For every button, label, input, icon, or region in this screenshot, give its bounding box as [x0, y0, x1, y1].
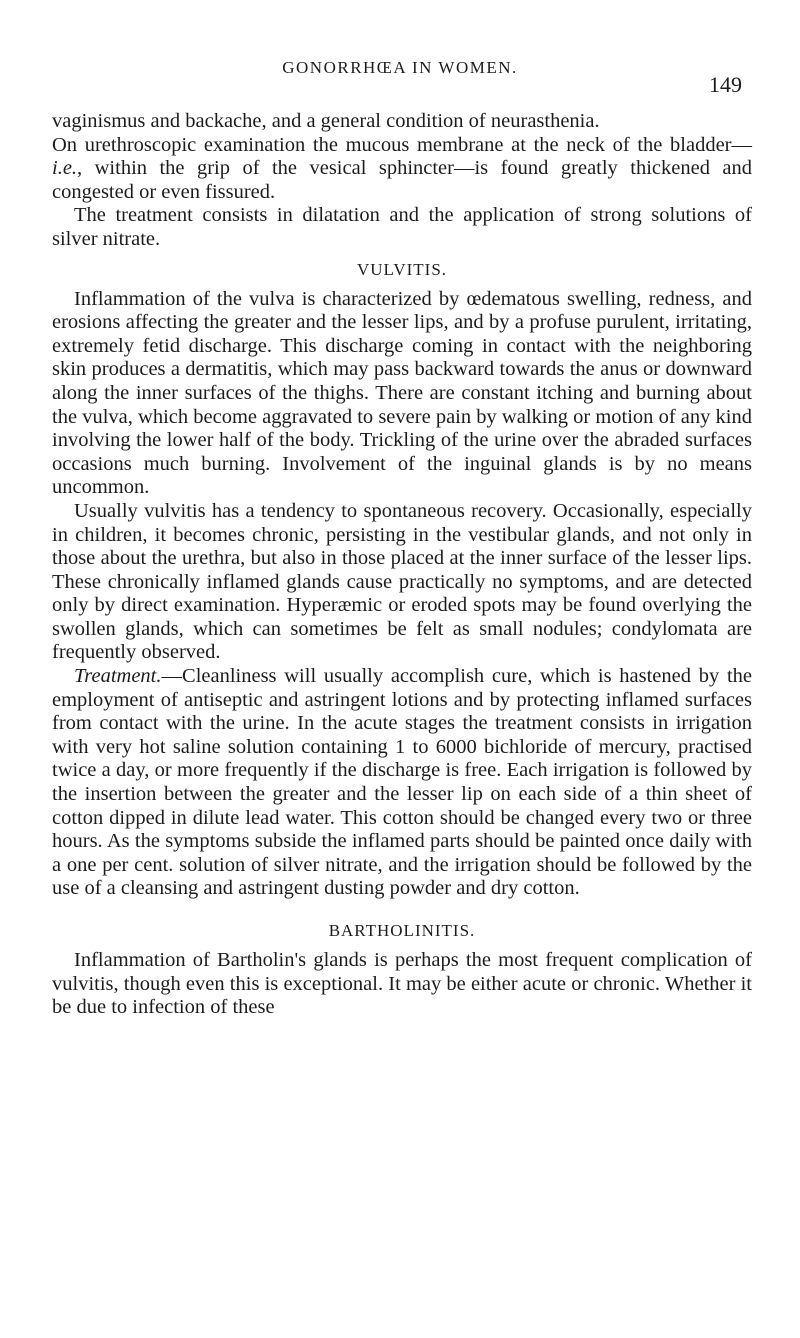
- text-run: —Cleanliness will usually accomplish cure, which is hastened by the employment of antiseptic and astringent lotions and by protecting inflamed surfaces from contact with the urine. In the acute stages the treatment consists in irrigation with very hot saline solution containing 1 to 6000 bichloride of mercury, practised twice a day, or more frequently if the discharge is free. Each irrigation is followed by the insertion between the greater and the lesser lip on each side of a thin sheet of cotton dipped in dilute lead water. This cotton should be changed every two or three hours. As the symptoms subside the inflamed parts should be painted once daily with a one per cent. solution of silver nitrate, and the irrigation should be followed by the use of a cleansing and astringent dusting powder and dry cotton.: [52, 665, 752, 900]
- paragraph-vulvitis-course: Usually vulvitis has a tendency to spontaneous recovery. Occasionally, especially in children, it becomes chronic, persisting in the vestibular glands, and not only in those about the urethra, but also in those placed at the inner surface of the lesser lips. These chronically inflamed glands cause practically no symptoms, and are detected only by direct examination. Hyperæmic or eroded spots may be found overlying the swollen glands, which can sometimes be felt as small nodules; condylomata are frequently observed.: [52, 499, 752, 664]
- ie-abbreviation: i.e.: [52, 157, 78, 180]
- section-heading-bartholinitis: BARTHOLINITIS.: [328, 921, 476, 940]
- paragraph-treatment-dilatation: The treatment consists in dilatation and the application of strong solutions of silver nitrate.: [52, 204, 752, 250]
- page-header: [58, 56, 742, 100]
- paragraph-vulvitis-description: Inflammation of the vulva is characterized by œdematous swelling, redness, and erosions affecting the greater and the lesser lips, and by a profuse purulent, irritating, extremely fetid discharge. This discharge coming in contact with the neighboring skin produces a dermatitis, which may pass backward towards the anus or downward along the inner surfaces of the thighs. There are constant itching and burning about the vulva, which become aggravated to severe pain by walking or motion of any kind involving the lower half of the body. Trickling of the urine over the abraded surfaces occasions much burning. Involvement of the inguinal glands is by no means uncommon.: [52, 287, 752, 499]
- body-text: [52, 110, 752, 1020]
- paragraph-vulvitis-treatment: [52, 665, 752, 901]
- running-title: GONORRHŒA IN WOMEN.: [282, 58, 518, 77]
- text-run: On urethroscopic examination the mucous membrane at the neck of the bladder—: [52, 133, 752, 156]
- paragraph-urethroscopic: [52, 134, 752, 205]
- paragraph-bartholinitis: Inflammation of Bartholin's glands is perhaps the most frequent complication of vulvitis, though even this is exceptional. It may be either acute or chronic. Whether it be due to infection of these: [52, 949, 752, 1019]
- treatment-lead: Treatment.: [74, 665, 162, 688]
- section-heading-vulvitis: VULVITIS.: [356, 259, 448, 279]
- text-run: , within the grip of the vesical sphincter—is found greatly thickened and congested or even fissured.: [52, 157, 752, 203]
- page-number: 149: [709, 72, 742, 97]
- paragraph-continuation: vaginismus and backache, and a general condition of neurasthenia.: [52, 110, 600, 132]
